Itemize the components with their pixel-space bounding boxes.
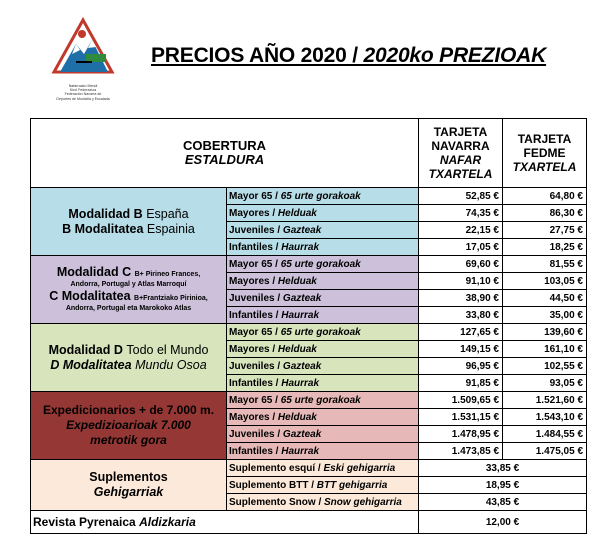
row-label: Infantiles / Haurrak <box>227 443 419 460</box>
group-subtitle: Espainia <box>146 221 195 236</box>
price-fedme: 35,00 € <box>503 307 587 324</box>
logo-caption-line: Federación Navarra de <box>64 92 102 97</box>
price-navarra: 33,80 € <box>419 307 503 324</box>
table-row <box>31 324 587 341</box>
price-fedme: 1.475,05 € <box>503 443 587 460</box>
table-row <box>31 392 587 409</box>
price-fedme: 102,55 € <box>503 358 587 375</box>
row-label: Infantiles / Haurrak <box>227 307 419 324</box>
price-fedme: 1.543,10 € <box>503 409 587 426</box>
table-row <box>31 256 587 273</box>
price-fedme: 44,50 € <box>503 290 587 307</box>
header-navarra <box>419 119 503 188</box>
group-expedicionarios <box>31 392 227 460</box>
group-title: D Modalitatea <box>50 357 132 372</box>
row-label: Juveniles / Gazteak <box>227 426 419 443</box>
row-label: Suplemento Snow / Snow gehigarria <box>227 494 419 511</box>
price-suplemento: 18,95 € <box>419 477 587 494</box>
group-modalidad-b <box>31 188 227 256</box>
price-fedme: 139,60 € <box>503 324 587 341</box>
group-subtitle: B+ Pirineo Frances, <box>134 270 201 278</box>
row-label: Mayores / Helduak <box>227 409 419 426</box>
row-label: Juveniles / Gazteak <box>227 358 419 375</box>
price-suplemento: 43,85 € <box>419 494 587 511</box>
price-navarra: 91,10 € <box>419 273 503 290</box>
header-text: NAFAR <box>439 153 482 167</box>
header-fedme <box>503 119 587 188</box>
group-title: C Modalitatea <box>49 288 131 303</box>
title-main: PRECIOS AÑO 2020 / <box>151 44 364 67</box>
price-fedme: 18,25 € <box>503 239 587 256</box>
table-row <box>31 460 587 477</box>
row-label: Mayores / Helduak <box>227 273 419 290</box>
group-title: Modalidad C <box>56 264 132 279</box>
group-subtitle: Andorra, Portugal y Atlas Marroquí <box>70 280 187 288</box>
table-header-row <box>31 119 587 188</box>
group-modalidad-d <box>31 324 227 392</box>
group-suplementos <box>31 460 227 511</box>
price-navarra: 52,85 € <box>419 188 503 205</box>
price-navarra: 1.509,65 € <box>419 392 503 409</box>
row-label: Mayor 65 / 65 urte gorakoak <box>227 188 419 205</box>
group-title: Expedicionarios + de 7.000 m. <box>42 403 215 417</box>
logo-caption-line: Nafarroako Mendi <box>68 84 98 88</box>
price-navarra: 74,35 € <box>419 205 503 222</box>
group-subtitle: Mundu Osoa <box>135 357 207 372</box>
price-navarra: 69,60 € <box>419 256 503 273</box>
price-fedme: 27,75 € <box>503 222 587 239</box>
logo-caption <box>38 84 128 101</box>
title-italic: 2020ko PREZIOAK <box>363 44 547 67</box>
price-navarra: 22,15 € <box>419 222 503 239</box>
price-fedme: 103,05 € <box>503 273 587 290</box>
header-text: TXARTELA <box>428 167 493 181</box>
group-subtitle: Andorra, Portugal eta Marokoko Atlas <box>65 304 192 312</box>
price-navarra: 96,95 € <box>419 358 503 375</box>
price-navarra: 38,90 € <box>419 290 503 307</box>
group-subtitle: España <box>146 206 189 221</box>
group-title: Modalidad D <box>48 342 123 357</box>
header-text: TARJETA <box>433 125 488 139</box>
header-text: FEDME <box>523 146 566 160</box>
row-label: Juveniles / Gazteak <box>227 222 419 239</box>
row-label: Suplemento BTT / BTT gehigarria <box>227 477 419 494</box>
row-label: Suplemento esquí / Eski gehigarria <box>227 460 419 477</box>
price-navarra: 17,05 € <box>419 239 503 256</box>
header-text: TARJETA <box>517 132 572 146</box>
price-navarra: 91,85 € <box>419 375 503 392</box>
price-fedme: 161,10 € <box>503 341 587 358</box>
price-navarra: 1.531,15 € <box>419 409 503 426</box>
row-label: Mayores / Helduak <box>227 205 419 222</box>
revista-label: Revista Pyrenaica Aldizkaria <box>31 511 419 534</box>
row-label: Mayor 65 / 65 urte gorakoak <box>227 256 419 273</box>
group-title: B Modalitatea <box>62 221 144 236</box>
group-title: Modalidad B <box>68 206 143 221</box>
price-table <box>30 118 587 534</box>
price-fedme: 81,55 € <box>503 256 587 273</box>
group-modalidad-c <box>31 256 227 324</box>
page-title <box>151 44 546 68</box>
price-navarra: 127,65 € <box>419 324 503 341</box>
header-cobertura <box>31 119 419 188</box>
row-label: Mayor 65 / 65 urte gorakoak <box>227 324 419 341</box>
row-label: Infantiles / Haurrak <box>227 375 419 392</box>
row-label: Juveniles / Gazteak <box>227 290 419 307</box>
header-estaldura-text: ESTALDURA <box>184 152 265 167</box>
price-fedme: 64,80 € <box>503 188 587 205</box>
price-fedme: 86,30 € <box>503 205 587 222</box>
row-label: Mayores / Helduak <box>227 341 419 358</box>
price-revista: 12,00 € <box>419 511 587 534</box>
header-text: TXARTELA <box>512 160 577 174</box>
table-row <box>31 511 587 534</box>
logo-caption-line: Deportes de Montaña y Escalada <box>56 96 110 101</box>
row-label: Infantiles / Haurrak <box>227 239 419 256</box>
logo-caption-line: Kirol Federazioa <box>69 88 97 93</box>
group-title: Gehigarriak <box>93 485 164 499</box>
group-subtitle: B+Frantziako Pirinioa, <box>134 294 208 302</box>
header-text: NAVARRA <box>431 139 490 153</box>
price-fedme: 1.521,60 € <box>503 392 587 409</box>
group-title: Expedizioarioak 7.000 <box>66 418 191 432</box>
group-subtitle: Todo el Mundo <box>126 342 209 357</box>
price-navarra: 1.478,95 € <box>419 426 503 443</box>
price-suplemento: 33,85 € <box>419 460 587 477</box>
group-title: metrotik gora <box>90 433 167 447</box>
price-fedme: 1.484,55 € <box>503 426 587 443</box>
row-label: Mayor 65 / 65 urte gorakoak <box>227 392 419 409</box>
price-navarra: 149,15 € <box>419 341 503 358</box>
table-row <box>31 188 587 205</box>
header-cobertura-text: COBERTURA <box>182 138 267 153</box>
price-navarra: 1.473,85 € <box>419 443 503 460</box>
federation-logo-icon <box>46 14 120 88</box>
group-title: Suplementos <box>89 470 168 484</box>
price-fedme: 93,05 € <box>503 375 587 392</box>
